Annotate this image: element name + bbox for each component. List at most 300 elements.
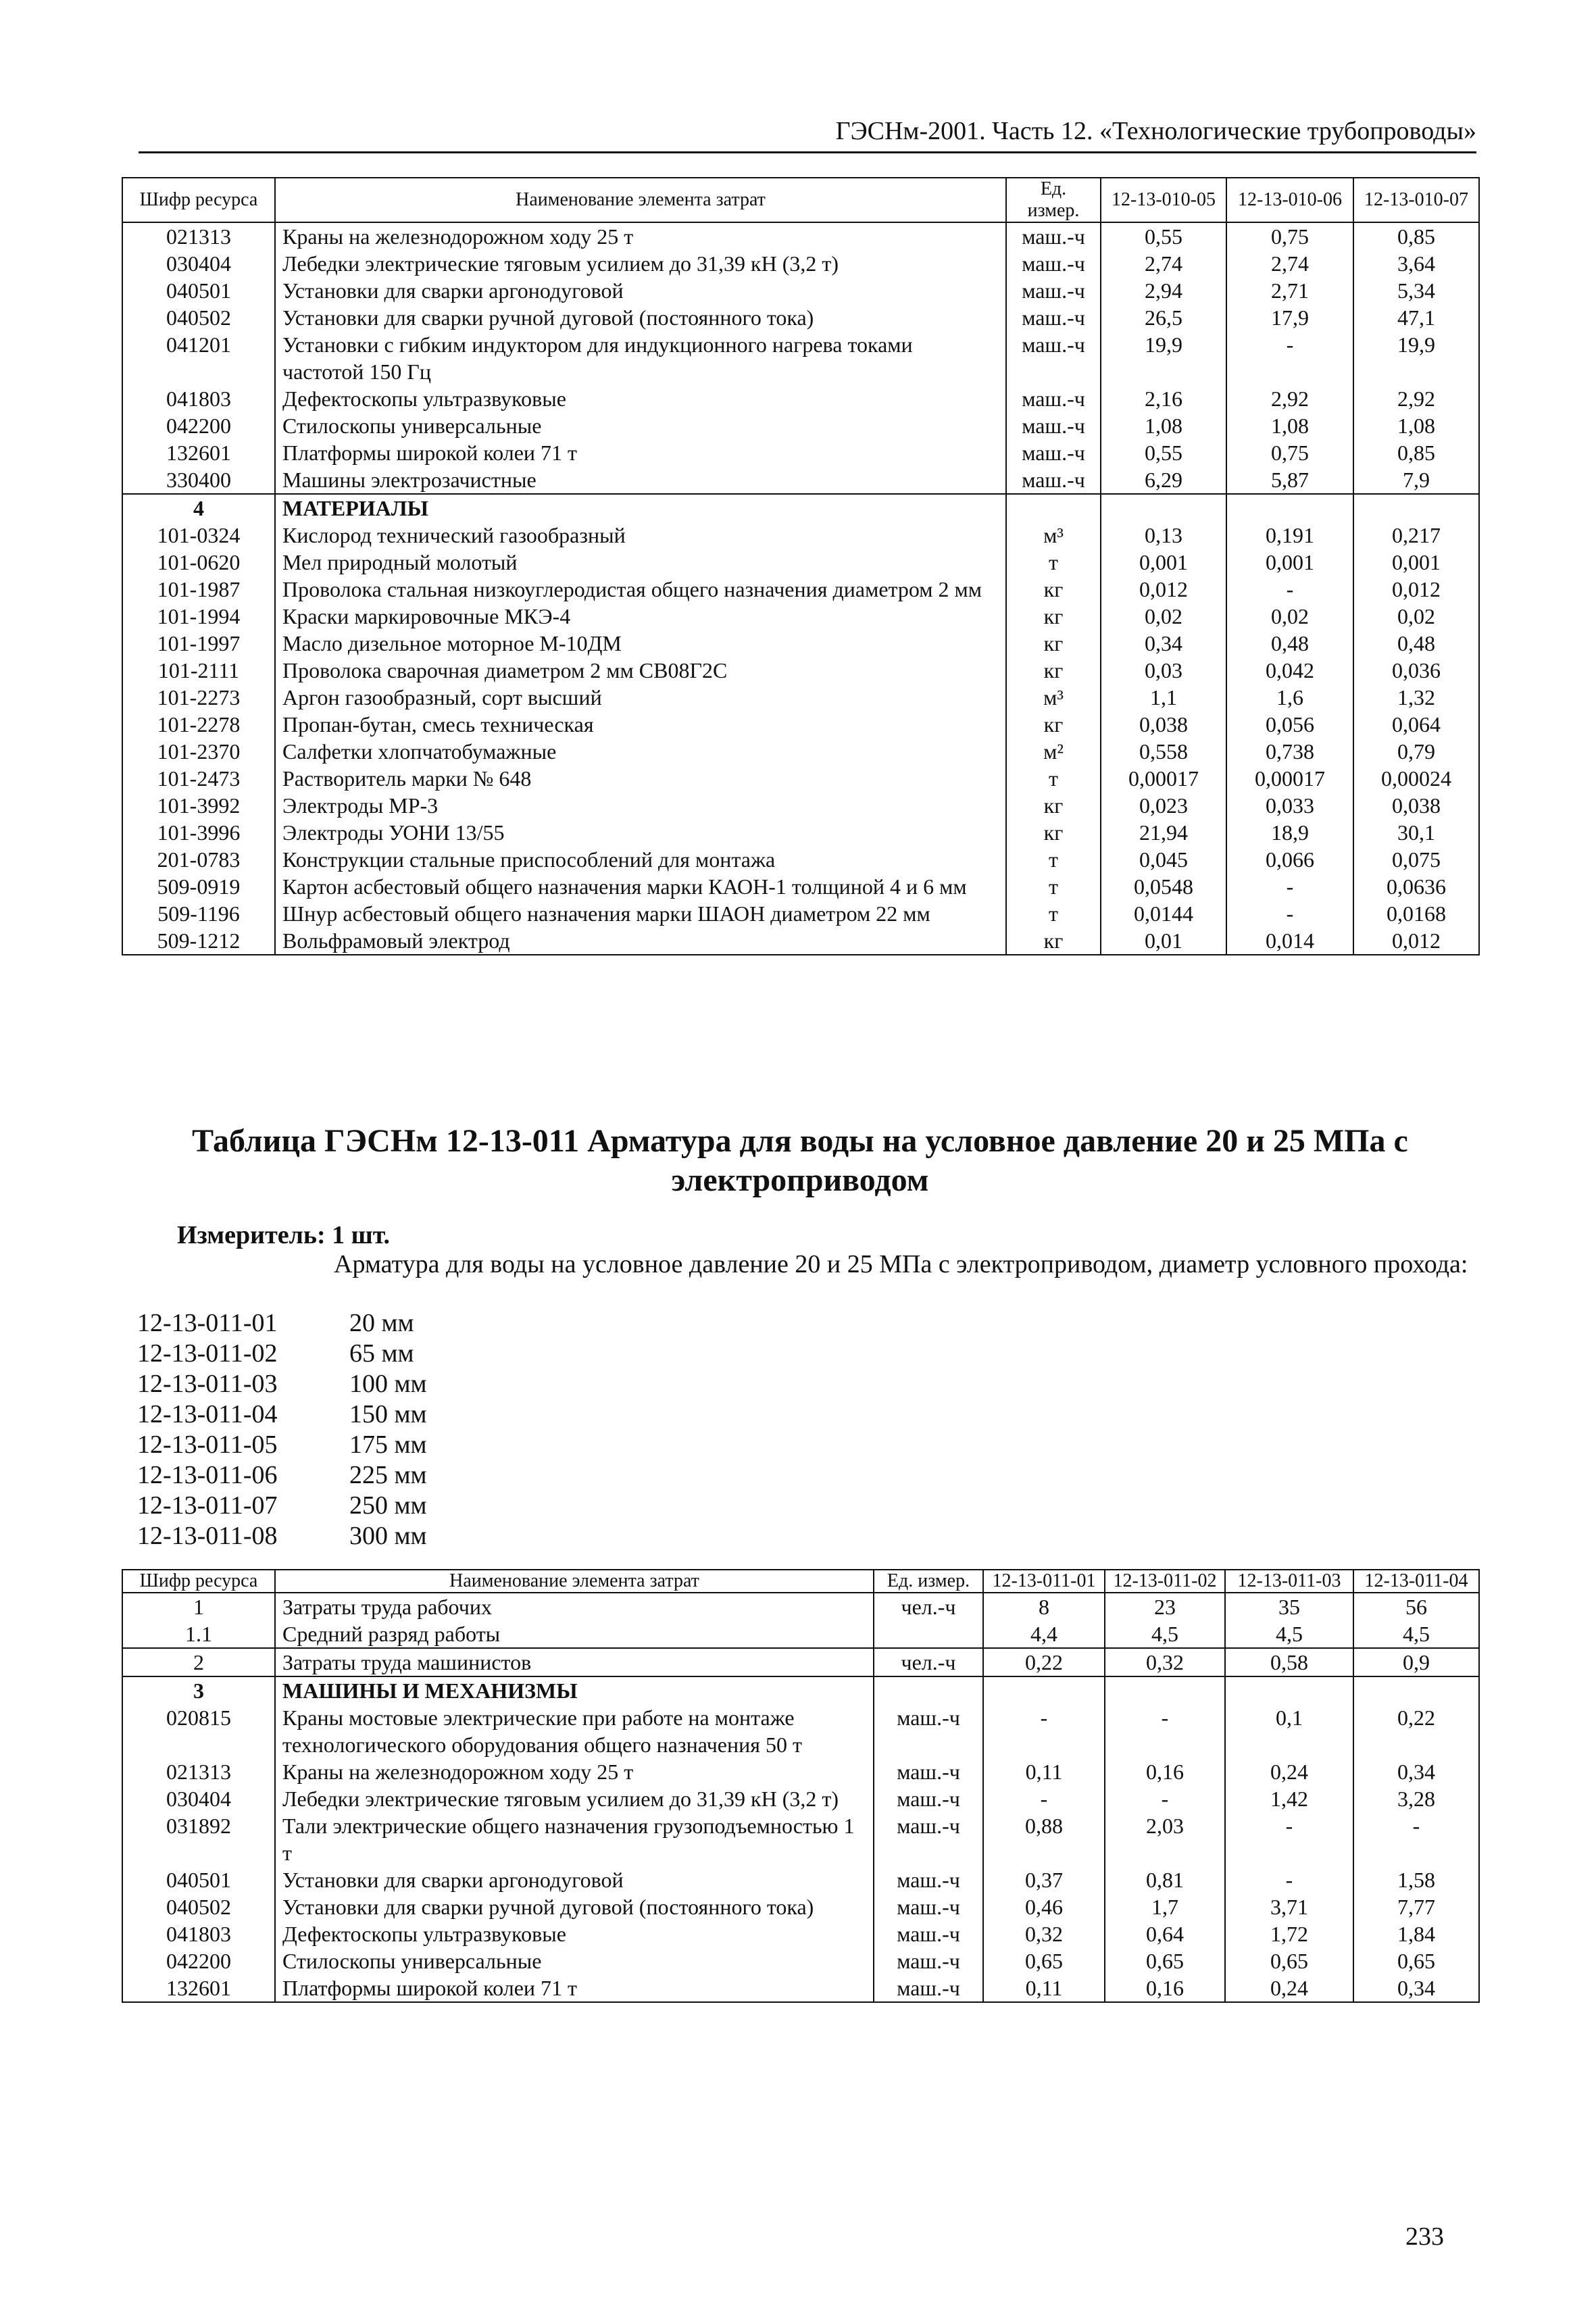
unit: маш.-ч <box>874 1758 983 1785</box>
variant-row <box>137 1460 427 1491</box>
value-cell: - <box>1353 1812 1479 1866</box>
value-cell: 7,77 <box>1353 1893 1479 1920</box>
table-row <box>122 1785 1479 1812</box>
value-cell: 47,1 <box>1353 304 1479 331</box>
value-cell: 19,9 <box>1101 331 1226 385</box>
variant-code: 12-13-011-07 <box>137 1491 278 1520</box>
unit: т <box>1006 900 1101 927</box>
table-row <box>122 522 1479 549</box>
table-row <box>122 1704 1479 1758</box>
table-description: Арматура для воды на условное давление 20 и 25 МПа с электроприводом, диаметр условного прохода: <box>334 1250 1468 1278</box>
variant-code: 12-13-011-06 <box>137 1461 278 1489</box>
value-cell: 5,87 <box>1226 466 1353 494</box>
unit: м³ <box>1006 684 1101 711</box>
table-row <box>122 385 1479 412</box>
value-cell <box>1225 1676 1353 1704</box>
value-cell: 8 <box>983 1593 1105 1620</box>
header-col: 12-13-010-07 <box>1353 178 1479 222</box>
value-cell: - <box>1226 331 1353 385</box>
value-cell: 0,37 <box>983 1866 1105 1893</box>
value-cell: 0,012 <box>1101 576 1226 603</box>
variant-code: 12-13-011-08 <box>137 1522 278 1550</box>
value-cell: 0,042 <box>1226 657 1353 684</box>
value-cell: 0,32 <box>983 1920 1105 1947</box>
table-row <box>122 439 1479 466</box>
variant-row <box>137 1339 427 1369</box>
resource-code: 021313 <box>122 1758 275 1785</box>
unit: маш.-ч <box>1006 222 1101 250</box>
value-cell: 5,34 <box>1353 277 1479 304</box>
value-cell: 0,001 <box>1353 549 1479 576</box>
value-cell: 0,02 <box>1353 603 1479 630</box>
table-row <box>122 792 1479 819</box>
variant-row <box>137 1430 427 1460</box>
table-row <box>122 1893 1479 1920</box>
value-cell: 0,34 <box>1353 1974 1479 2002</box>
resource-name: Электроды МР-3 <box>275 792 1006 819</box>
unit: кг <box>1006 603 1101 630</box>
table-row <box>122 1593 1479 1620</box>
value-cell: 0,79 <box>1353 738 1479 765</box>
value-cell: 0,0144 <box>1101 900 1226 927</box>
table-row <box>122 630 1479 657</box>
section-row <box>122 494 1479 522</box>
resource-code: 030404 <box>122 250 275 277</box>
value-cell: 0,045 <box>1101 846 1226 873</box>
value-cell: 0,85 <box>1353 222 1479 250</box>
resource-code: 101-2278 <box>122 711 275 738</box>
resource-name: Установки для сварки аргонодуговой <box>275 277 1006 304</box>
value-cell: - <box>1225 1866 1353 1893</box>
value-cell <box>1101 494 1226 522</box>
table-row <box>122 1620 1479 1648</box>
resource-name: Затраты труда машинистов <box>275 1648 874 1676</box>
value-cell: 4,5 <box>1353 1620 1479 1648</box>
resource-code: 132601 <box>122 439 275 466</box>
resource-name: Кислород технический газообразный <box>275 522 1006 549</box>
resource-name: Лебедки электрические тяговым усилием до 31,39 кН (3,2 т) <box>275 250 1006 277</box>
unit <box>1006 494 1101 522</box>
unit: кг <box>1006 630 1101 657</box>
header-col: 12-13-011-02 <box>1105 1570 1225 1593</box>
value-cell: 0,22 <box>1353 1704 1479 1758</box>
value-cell: 0,81 <box>1105 1866 1225 1893</box>
value-cell: 2,16 <box>1101 385 1226 412</box>
value-cell: 0,48 <box>1353 630 1479 657</box>
value-cell: 1,08 <box>1101 412 1226 439</box>
value-cell: - <box>1226 576 1353 603</box>
value-cell <box>983 1676 1105 1704</box>
resource-code: 509-1212 <box>122 927 275 955</box>
header-col: 12-13-011-04 <box>1353 1570 1479 1593</box>
resource-code: 041803 <box>122 385 275 412</box>
value-cell: 2,71 <box>1226 277 1353 304</box>
unit: чел.-ч <box>874 1648 983 1676</box>
header-col: 12-13-011-03 <box>1225 1570 1353 1593</box>
unit <box>874 1676 983 1704</box>
value-cell: 17,9 <box>1226 304 1353 331</box>
resource-name: Конструкции стальные приспособлений для монтажа <box>275 846 1006 873</box>
unit: маш.-ч <box>874 1974 983 2002</box>
value-cell: 0,55 <box>1101 222 1226 250</box>
table-row <box>122 765 1479 792</box>
variant-value: 300 мм <box>349 1522 427 1550</box>
resource-name: Тали электрические общего назначения грузоподъемностью 1 т <box>275 1812 874 1866</box>
resource-name: Проволока сварочная диаметром 2 мм СВ08Г2С <box>275 657 1006 684</box>
unit: кг <box>1006 927 1101 955</box>
value-cell: 6,29 <box>1101 466 1226 494</box>
unit: маш.-ч <box>1006 439 1101 466</box>
value-cell: - <box>983 1704 1105 1758</box>
value-cell: 0,191 <box>1226 522 1353 549</box>
unit: маш.-ч <box>1006 466 1101 494</box>
table-row <box>122 576 1479 603</box>
resource-code: 030404 <box>122 1785 275 1812</box>
value-cell: - <box>1105 1785 1225 1812</box>
header-code: Шифр ресурса <box>122 1570 275 1593</box>
value-cell: 0,001 <box>1226 549 1353 576</box>
resource-table-2 <box>122 1569 1480 2003</box>
unit: маш.-ч <box>874 1704 983 1758</box>
unit: кг <box>1006 792 1101 819</box>
value-cell: 1,08 <box>1226 412 1353 439</box>
value-cell: 0,9 <box>1353 1648 1479 1676</box>
resource-name: Установки для сварки аргонодуговой <box>275 1866 874 1893</box>
value-cell: 0,13 <box>1101 522 1226 549</box>
variant-value: 150 мм <box>349 1400 427 1428</box>
value-cell: 0,75 <box>1226 439 1353 466</box>
resource-code: 101-1997 <box>122 630 275 657</box>
resource-code: 040502 <box>122 304 275 331</box>
value-cell: 2,94 <box>1101 277 1226 304</box>
value-cell: 0,02 <box>1226 603 1353 630</box>
resource-code: 041803 <box>122 1920 275 1947</box>
value-cell: 0,48 <box>1226 630 1353 657</box>
value-cell: - <box>983 1785 1105 1812</box>
value-cell: 0,558 <box>1101 738 1226 765</box>
unit <box>874 1620 983 1648</box>
unit: кг <box>1006 576 1101 603</box>
value-cell: - <box>1226 873 1353 900</box>
variant-value: 225 мм <box>349 1461 427 1489</box>
table-row <box>122 819 1479 846</box>
value-cell: 0,066 <box>1226 846 1353 873</box>
value-cell: 19,9 <box>1353 331 1479 385</box>
resource-name: Аргон газообразный, сорт высший <box>275 684 1006 711</box>
value-cell: 1,42 <box>1225 1785 1353 1812</box>
table-title: Таблица ГЭСНм 12-13-011 Арматура для воды на условное давление 20 и 25 МПа с электроприводом <box>192 1123 1408 1198</box>
value-cell: 0,34 <box>1353 1758 1479 1785</box>
unit: маш.-ч <box>1006 304 1101 331</box>
resource-name: Вольфрамовый электрод <box>275 927 1006 955</box>
unit: т <box>1006 846 1101 873</box>
value-cell: 1,72 <box>1225 1920 1353 1947</box>
value-cell: 0,00024 <box>1353 765 1479 792</box>
table-row <box>122 1758 1479 1785</box>
unit: т <box>1006 765 1101 792</box>
value-cell: 0,65 <box>1225 1947 1353 1974</box>
resource-code: 040501 <box>122 1866 275 1893</box>
value-cell: 0,023 <box>1101 792 1226 819</box>
table-body <box>122 222 1479 955</box>
variant-value: 175 мм <box>349 1430 427 1459</box>
value-cell: 7,9 <box>1353 466 1479 494</box>
value-cell <box>1226 494 1353 522</box>
header-unit: Ед. измер. <box>874 1570 983 1593</box>
resource-code: 042200 <box>122 412 275 439</box>
resource-code: 101-1994 <box>122 603 275 630</box>
resource-name: Масло дизельное моторное М-10ДМ <box>275 630 1006 657</box>
resource-name: Дефектоскопы ультразвуковые <box>275 1920 874 1947</box>
resource-code: 3 <box>122 1676 275 1704</box>
resource-code: 041201 <box>122 331 275 385</box>
resource-code: 101-2473 <box>122 765 275 792</box>
unit: кг <box>1006 711 1101 738</box>
value-cell: 3,64 <box>1353 250 1479 277</box>
value-cell: 1,08 <box>1353 412 1479 439</box>
header-col: 12-13-010-06 <box>1226 178 1353 222</box>
page-number: 233 <box>1405 2222 1444 2251</box>
value-cell: 0,064 <box>1353 711 1479 738</box>
variant-value: 65 мм <box>349 1339 414 1368</box>
value-cell: 0,00017 <box>1226 765 1353 792</box>
resource-code: 042200 <box>122 1947 275 1974</box>
unit: маш.-ч <box>874 1893 983 1920</box>
value-cell: 0,65 <box>983 1947 1105 1974</box>
resource-code: 101-0620 <box>122 549 275 576</box>
variant-code: 12-13-011-02 <box>137 1339 278 1368</box>
value-cell: 0,65 <box>1105 1947 1225 1974</box>
table-row <box>122 549 1479 576</box>
value-cell: 0,46 <box>983 1893 1105 1920</box>
unit: маш.-ч <box>1006 277 1101 304</box>
value-cell: 0,75 <box>1226 222 1353 250</box>
table-row <box>122 222 1479 250</box>
value-cell: 0,012 <box>1353 927 1479 955</box>
resource-name: Дефектоскопы ультразвуковые <box>275 385 1006 412</box>
value-cell: 0,11 <box>983 1758 1105 1785</box>
resource-code: 101-1987 <box>122 576 275 603</box>
table-row <box>122 1812 1479 1866</box>
value-cell: 1,7 <box>1105 1893 1225 1920</box>
header-name: Наименование элемента затрат <box>275 1570 874 1593</box>
value-cell: 0,075 <box>1353 846 1479 873</box>
resource-code: 031892 <box>122 1812 275 1866</box>
table-row <box>122 250 1479 277</box>
resource-code: 509-1196 <box>122 900 275 927</box>
table-header-row <box>122 178 1479 222</box>
header-code: Шифр ресурса <box>122 178 275 222</box>
unit: т <box>1006 873 1101 900</box>
variant-row <box>137 1521 427 1551</box>
value-cell: 2,92 <box>1226 385 1353 412</box>
table-row <box>122 1974 1479 2002</box>
variant-row <box>137 1399 427 1430</box>
value-cell: 1,1 <box>1101 684 1226 711</box>
meter: Измеритель: 1 шт. <box>177 1221 391 1249</box>
table-row <box>122 412 1479 439</box>
resource-name: Платформы широкой колеи 71 т <box>275 439 1006 466</box>
resource-name: Установки с гибким индуктором для индукционного нагрева токами частотой 150 Гц <box>275 331 1006 385</box>
value-cell: 0,11 <box>983 1974 1105 2002</box>
resource-name: Установки для сварки ручной дуговой (постоянного тока) <box>275 304 1006 331</box>
variant-code: 12-13-011-03 <box>137 1370 278 1398</box>
table-row <box>122 1920 1479 1947</box>
resource-table-1 <box>122 177 1480 955</box>
unit: кг <box>1006 819 1101 846</box>
value-cell: 0,03 <box>1101 657 1226 684</box>
variant-value: 250 мм <box>349 1491 427 1520</box>
value-cell: - <box>1226 900 1353 927</box>
value-cell: 0,32 <box>1105 1648 1225 1676</box>
running-header: ГЭСНм-2001. Часть 12. «Технологические трубопроводы» <box>139 116 1476 153</box>
value-cell: 0,55 <box>1101 439 1226 466</box>
value-cell: 4,4 <box>983 1620 1105 1648</box>
table-row <box>122 711 1479 738</box>
value-cell: - <box>1225 1812 1353 1866</box>
value-cell: 0,65 <box>1353 1947 1479 1974</box>
resource-code: 040502 <box>122 1893 275 1920</box>
variant-code: 12-13-011-01 <box>137 1309 278 1337</box>
table-row <box>122 738 1479 765</box>
value-cell: 0,64 <box>1105 1920 1225 1947</box>
unit: маш.-ч <box>1006 250 1101 277</box>
variant-list <box>137 1308 427 1551</box>
value-cell: 0,056 <box>1226 711 1353 738</box>
value-cell <box>1353 494 1479 522</box>
table-row <box>122 1947 1479 1974</box>
resource-name: Стилоскопы универсальные <box>275 1947 874 1974</box>
resource-name: Краны на железнодорожном ходу 25 т <box>275 1758 874 1785</box>
resource-code: 101-2370 <box>122 738 275 765</box>
variant-row <box>137 1369 427 1399</box>
table-row <box>122 1866 1479 1893</box>
value-cell: 2,03 <box>1105 1812 1225 1866</box>
value-cell: 1,58 <box>1353 1866 1479 1893</box>
resource-name: МАТЕРИАЛЫ <box>275 494 1006 522</box>
value-cell: 0,24 <box>1225 1758 1353 1785</box>
value-cell: 0,22 <box>983 1648 1105 1676</box>
header-col: 12-13-010-05 <box>1101 178 1226 222</box>
resource-name: Шнур асбестовый общего назначения марки ШАОН диаметром 22 мм <box>275 900 1006 927</box>
resource-name: Мел природный молотый <box>275 549 1006 576</box>
resource-code: 2 <box>122 1648 275 1676</box>
value-cell: 0,217 <box>1353 522 1479 549</box>
section-row <box>122 1676 1479 1704</box>
value-cell: 0,001 <box>1101 549 1226 576</box>
table-row <box>122 846 1479 873</box>
value-cell: 0,34 <box>1101 630 1226 657</box>
variant-value: 20 мм <box>349 1309 414 1337</box>
resource-name: Краны на железнодорожном ходу 25 т <box>275 222 1006 250</box>
resource-code: 040501 <box>122 277 275 304</box>
table-row <box>122 466 1479 494</box>
value-cell: 2,92 <box>1353 385 1479 412</box>
resource-name: МАШИНЫ И МЕХАНИЗМЫ <box>275 1676 874 1704</box>
variant-code: 12-13-011-05 <box>137 1430 278 1459</box>
resource-name: Установки для сварки ручной дуговой (постоянного тока) <box>275 1893 874 1920</box>
resource-name: Салфетки хлопчатобумажные <box>275 738 1006 765</box>
value-cell: 1,32 <box>1353 684 1479 711</box>
resource-code: 101-2111 <box>122 657 275 684</box>
value-cell: 2,74 <box>1226 250 1353 277</box>
resource-code: 020815 <box>122 1704 275 1758</box>
value-cell: 0,1 <box>1225 1704 1353 1758</box>
table-body <box>122 1593 1479 2002</box>
value-cell: 0,038 <box>1353 792 1479 819</box>
value-cell: 0,24 <box>1225 1974 1353 2002</box>
resource-code: 101-3992 <box>122 792 275 819</box>
table-row <box>122 1648 1479 1676</box>
variant-row <box>137 1308 427 1339</box>
table-row <box>122 304 1479 331</box>
unit: маш.-ч <box>874 1866 983 1893</box>
value-cell: 0,58 <box>1225 1648 1353 1676</box>
value-cell: 56 <box>1353 1593 1479 1620</box>
value-cell: 3,28 <box>1353 1785 1479 1812</box>
header-unit: Ед. измер. <box>1006 178 1101 222</box>
variant-row <box>137 1491 427 1521</box>
resource-code: 1.1 <box>122 1620 275 1648</box>
resource-name: Проволока стальная низкоуглеродистая общего назначения диаметром 2 мм <box>275 576 1006 603</box>
header-name: Наименование элемента затрат <box>275 178 1006 222</box>
value-cell: 0,0168 <box>1353 900 1479 927</box>
value-cell: 4,5 <box>1225 1620 1353 1648</box>
unit: маш.-ч <box>1006 385 1101 412</box>
table-row <box>122 331 1479 385</box>
resource-name: Платформы широкой колеи 71 т <box>275 1974 874 2002</box>
resource-code: 201-0783 <box>122 846 275 873</box>
value-cell: - <box>1105 1704 1225 1758</box>
resource-code: 509-0919 <box>122 873 275 900</box>
resource-code: 4 <box>122 494 275 522</box>
table-header-row <box>122 1570 1479 1593</box>
resource-name: Растворитель марки № 648 <box>275 765 1006 792</box>
value-cell: 0,012 <box>1353 576 1479 603</box>
resource-code: 101-2273 <box>122 684 275 711</box>
value-cell: 4,5 <box>1105 1620 1225 1648</box>
table-row <box>122 603 1479 630</box>
value-cell: 0,88 <box>983 1812 1105 1866</box>
resource-code: 330400 <box>122 466 275 494</box>
unit: маш.-ч <box>874 1785 983 1812</box>
unit: маш.-ч <box>1006 331 1101 385</box>
resource-code: 021313 <box>122 222 275 250</box>
resource-name: Пропан-бутан, смесь техническая <box>275 711 1006 738</box>
resource-name: Краны мостовые электрические при работе на монтаже технологического оборудования общего назначения 50 т <box>275 1704 874 1758</box>
table-row <box>122 657 1479 684</box>
value-cell: 0,0636 <box>1353 873 1479 900</box>
unit: маш.-ч <box>874 1812 983 1866</box>
value-cell: 0,16 <box>1105 1974 1225 2002</box>
unit: чел.-ч <box>874 1593 983 1620</box>
value-cell: 0,00017 <box>1101 765 1226 792</box>
value-cell: 2,74 <box>1101 250 1226 277</box>
variant-value: 100 мм <box>349 1370 427 1398</box>
value-cell: 0,014 <box>1226 927 1353 955</box>
resource-name: Средний разряд работы <box>275 1620 874 1648</box>
unit: маш.-ч <box>874 1920 983 1947</box>
resource-name: Затраты труда рабочих <box>275 1593 874 1620</box>
value-cell: 0,038 <box>1101 711 1226 738</box>
unit: маш.-ч <box>1006 412 1101 439</box>
unit: м³ <box>1006 522 1101 549</box>
value-cell: 0,033 <box>1226 792 1353 819</box>
variant-code: 12-13-011-04 <box>137 1400 278 1428</box>
resource-code: 101-0324 <box>122 522 275 549</box>
resource-name: Машины электрозачистные <box>275 466 1006 494</box>
table-row <box>122 900 1479 927</box>
